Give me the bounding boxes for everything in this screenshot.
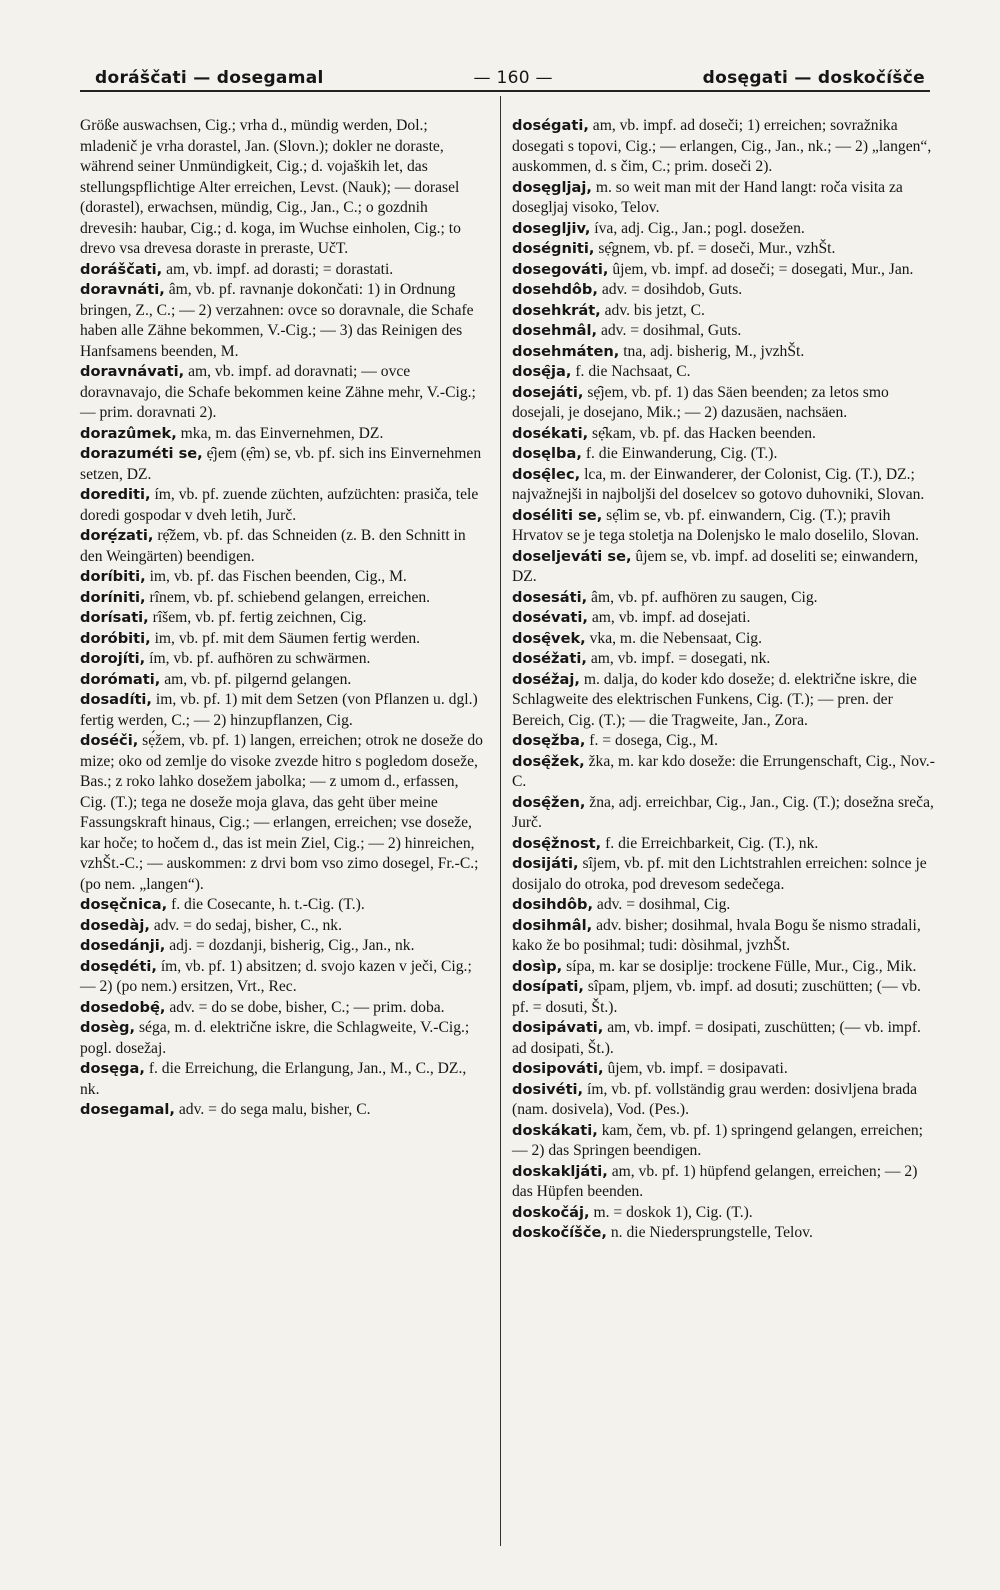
entry-headword: dosedobę̑, [80, 998, 166, 1016]
entry-definition: adv. = do sega malu, bisher, C. [178, 1101, 371, 1118]
entry-definition: lca, m. der Einwanderer, der Colonist, Cig. (T.), DZ.; najvažnejši in najboljši del doselcev so gotovo duhovniki, Slovan. [512, 465, 925, 503]
entry-headword: dosipávati, [512, 1019, 604, 1036]
entry-definition: adv. = do sedaj, bisher, C., nk. [153, 916, 343, 934]
entry-definition: f. die Erreichung, die Erlangung, Jan., M., C., DZ., nk. [80, 1060, 467, 1098]
entry-definition: im, vb. pf. mit dem Säumen fertig werden. [154, 629, 421, 647]
entry-definition: adv. bisher; dosihmal, hvala Bogu še nismo stradali, kako že bo posihmal; tudi: dòsihmal, jvzhŠt. [512, 916, 921, 954]
entry-definition: f. die Nachsaat, C. [575, 363, 691, 380]
entry-headword: dorojíti, [80, 650, 146, 667]
entry-headword: doséžaj, [512, 670, 580, 688]
left-column [80, 116, 488, 1121]
entry-definition: am, vb. pf. pilgernd gelangen. [164, 670, 352, 688]
entry-definition: m. = doskok 1), Cig. (T.). [593, 1203, 753, 1221]
dictionary-entry [512, 670, 937, 732]
dictionary-entry [512, 424, 937, 445]
entry-headword: dorediti, [80, 486, 151, 503]
dictionary-entry [512, 957, 937, 978]
entry-definition: n. die Niedersprungstelle, Telov. [610, 1224, 813, 1241]
dictionary-entry [80, 690, 488, 731]
entry-headword: dorómati, [80, 670, 161, 688]
entry-headword: doravnáti, [80, 281, 165, 298]
entry-headword: dosesáti, [512, 588, 588, 606]
entry-definition: tna, adj. bisherig, M., jvzhŠt. [623, 342, 805, 360]
entry-definition: žka, m. kar kdo doseže: die Errungenschaft, Cig., Nov.-C. [512, 752, 935, 790]
entry-definition: ẹ̑jem (ẹ̑m) se, vb. pf. sich ins Einvernehmen setzen, DZ. [80, 445, 482, 483]
entry-definition: sẹ̑gnem, vb. pf. = doseči, Mur., vzhŠt. [598, 240, 836, 257]
entry-headword: doróbiti, [80, 629, 151, 647]
entry-headword: doskakljáti, [512, 1162, 608, 1180]
entry-definition: ím, vb. pf. 1) absitzen; d. svojo kazen v ječi, Cig.; — 2) (po nem.) ersitzen, Vrt., Rec. [80, 957, 472, 995]
entry-definition: žna, adj. erreichbar, Cig., Jan., Cig. (T.); dosežna sreča, Jurč. [512, 793, 934, 831]
entry-headword: dorazuméti se, [80, 445, 203, 462]
entry-headword: dosihmâl, [512, 916, 593, 934]
dictionary-entry [512, 342, 937, 363]
entry-definition: f. = dosega, Cig., M. [589, 732, 719, 749]
dictionary-entry [512, 239, 937, 260]
dictionary-entry [80, 280, 488, 362]
entry-headword: dosehmáten, [512, 342, 620, 360]
dictionary-entry [80, 567, 488, 588]
page-number: — 160 — [473, 68, 553, 88]
entry-headword: dosę̑žen, [512, 793, 586, 811]
dictionary-entry [512, 444, 937, 465]
dictionary-entry [80, 116, 488, 260]
entry-definition: m. dalja, do koder kdo doseže; d. električne iskre, die Schlagweite des elektrischen Funkens, Cig. (T.); — pren. der Bereich, Cig. (T.); — die Tragweite, Jan., Zora. [512, 670, 917, 729]
dictionary-entry [512, 977, 937, 1018]
entry-headword: doséliti se, [512, 506, 603, 524]
entry-headword: dosę̑ja, [512, 363, 572, 380]
dictionary-entry [512, 116, 937, 178]
entry-definition: adv. = dosihdob, Guts. [601, 281, 743, 298]
entry-definition: sîpam, pljem, vb. impf. ad dosuti; zuschütten; (— vb. pf. = dosuti, Št.). [512, 978, 921, 1016]
dictionary-entry [80, 260, 488, 281]
dictionary-entry [80, 1059, 488, 1100]
entry-headword: dosipováti, [512, 1060, 604, 1077]
entry-definition: adv. = dosihmal, Cig. [596, 896, 731, 913]
entry-headword: dosegováti, [512, 260, 609, 278]
dictionary-entry [80, 588, 488, 609]
entry-headword: dorazûmek, [80, 424, 177, 442]
entry-headword: dosęlba, [512, 445, 582, 462]
entry-headword: dosę̑žek, [512, 752, 585, 770]
dictionary-entry [512, 649, 937, 670]
dictionary-entry [512, 280, 937, 301]
entry-definition: im, vb. pf. das Fischen beenden, Cig., M. [149, 568, 407, 585]
entry-definition: am, vb. impf. = dosegati, nk. [590, 650, 771, 667]
entry-headword: doskákati, [512, 1121, 598, 1139]
entry-definition: m. so weit man mit der Hand langt: roča visita za dosegljaj visoko, Telov. [512, 178, 903, 216]
entry-definition: am, vb. impf. ad doravnati; — ovce doravnavajo, die Schafe bekommen keine Zähne mehr, V.-Cig.; — prim. doravnati 2). [80, 363, 476, 421]
entry-definition: ím, vb. pf. zuende züchten, aufzüchten: prasiča, tele doredi gospodar v dveh letih, Jurč. [80, 486, 479, 524]
dictionary-entry [80, 485, 488, 526]
entry-definition: sípa, m. kar se dosiplje: trockene Fülle, Mur., Cig., Mik. [566, 957, 917, 975]
entry-headword: dosedánji, [80, 937, 166, 954]
dictionary-entry [80, 916, 488, 937]
entry-headword: dorẹ́zati, [80, 527, 154, 544]
entry-headword: doravnávati, [80, 363, 185, 380]
entry-definition: rẹ̑žem, vb. pf. das Schneiden (z. B. den Schnitt in den Weingärten) beendigen. [80, 527, 466, 565]
entry-definition: mka, m. das Einvernehmen, DZ. [180, 424, 384, 442]
dictionary-entry [80, 526, 488, 567]
dictionary-entry [512, 178, 937, 219]
entry-headword: dosegamal, [80, 1101, 175, 1118]
entry-headword: dosehmâl, [512, 322, 598, 339]
entry-headword: dosihdôb, [512, 896, 594, 913]
dictionary-entry [512, 506, 937, 547]
entry-definition: adv. bis jetzt, C. [604, 301, 705, 319]
entry-definition: sîjem, vb. pf. mit den Lichtstrahlen erreichen: solnce je dosijalo do otroka, pod drevesom sedečega. [512, 855, 927, 893]
dictionary-entry [512, 752, 937, 793]
dictionary-entry [512, 465, 937, 506]
entry-headword: dosékati, [512, 424, 589, 442]
page-header [95, 48, 925, 88]
entry-definition: am, vb. pf. 1) hüpfend gelangen, erreichen; — 2) das Hüpfen beenden. [512, 1162, 918, 1200]
entry-headword: dosìp, [512, 957, 563, 975]
entry-headword: doskočáj, [512, 1203, 590, 1221]
dictionary-entry [80, 424, 488, 445]
dictionary-entry [80, 629, 488, 650]
entry-definition: im, vb. pf. 1) mit dem Setzen (von Pflanzen u. dgl.) fertig werden, C.; — 2) hinzupflanzen, Cig. [80, 691, 478, 729]
dictionary-entry [80, 362, 488, 424]
dictionary-entry [80, 936, 488, 957]
entry-definition: adj. = dozdanji, bisherig, Cig., Jan., nk. [169, 937, 415, 954]
entry-headword: dosę̑žnost, [512, 834, 602, 852]
entry-headword: doríniti, [80, 588, 146, 606]
entry-headword: dosędéti, [80, 957, 157, 975]
entry-headword: dosijáti, [512, 855, 579, 872]
dictionary-entry [80, 670, 488, 691]
dictionary-entry [512, 608, 937, 629]
entry-headword: dosévati, [512, 609, 588, 626]
dictionary-entry [512, 916, 937, 957]
entry-headword: dosejáti, [512, 383, 584, 401]
entry-headword: doségati, [512, 117, 589, 134]
dictionary-entry [80, 444, 488, 485]
dictionary-entry [512, 321, 937, 342]
dictionary-entry [80, 608, 488, 629]
entry-headword: doségniti, [512, 240, 595, 257]
right-column [512, 116, 937, 1244]
dictionary-entry [512, 1121, 937, 1162]
entry-definition: ûjem se, vb. impf. ad doseliti se; einwandern, DZ. [512, 547, 919, 585]
entry-definition: ím, vb. pf. vollständig grau werden: dosivljena brada (nam. dosivela), Vod. (Pes.). [512, 1080, 918, 1118]
entry-headword: doríbiti, [80, 568, 146, 585]
entry-definition: rînem, vb. pf. schiebend gelangen, erreichen. [149, 588, 431, 606]
entry-headword: dosehkrát, [512, 301, 601, 319]
entry-definition: adv. = do se dobe, bisher, C.; — prim. doba. [169, 998, 445, 1016]
entry-definition: âm, vb. pf. aufhören zu saugen, Cig. [591, 588, 818, 606]
entry-headword: dosegljiv, [512, 219, 591, 237]
entry-headword: doséžati, [512, 650, 587, 667]
dictionary-entry [512, 629, 937, 650]
entry-definition: sẹ̑lim se, vb. pf. einwandern, Cig. (T.); pravih Hrvatov se je tega stoletja na Dolenjsko le malo doselilo, Slovan. [512, 506, 920, 544]
dictionary-entry [512, 731, 937, 752]
dictionary-entry [512, 219, 937, 240]
entry-headword: dosadíti, [80, 691, 152, 708]
header-rule [80, 90, 930, 92]
entry-definition: rîšem, vb. pf. fertig zeichnen, Cig. [152, 609, 367, 626]
entry-definition: f. die Erreichbarkeit, Cig. (T.), nk. [605, 834, 819, 852]
dictionary-entry [80, 895, 488, 916]
entry-definition: sẹ́žem, vb. pf. 1) langen, erreichen; otrok ne doseže do mize; oko od zemlje do visoke zvezde hitro s pogledom doseže, Bas.; z roko lahko dosežem jabolka; — z umom d., erfassen, Cig. (T.); tega ne doseže moja glava, das geht über meine Fassungskraft hinaus, Cig.; — erlangen, erreichen; vse doseže, kar hoče; to hočem d., das ist mein Ziel, Cig.; — 2) hinreichen, vzhŠt.-C.; — auskommen: z drvi bom vso zimo dosegel, Fr.-C.; (po nem. „langen“). [80, 732, 483, 893]
entry-definition: íva, adj. Cig., Jan.; pogl. dosežen. [594, 219, 805, 237]
entry-headword: doráščati, [80, 260, 163, 278]
entry-headword: doskočíšče, [512, 1224, 607, 1241]
header-left-guideword: doráščati — dosegamal [95, 68, 324, 88]
dictionary-entry [512, 301, 937, 322]
entry-definition: kam, čem, vb. pf. 1) springend gelangen, erreichen; — 2) das Springen beendigen. [512, 1121, 923, 1159]
entry-headword: dosę̑lec, [512, 465, 581, 483]
dictionary-entry [80, 1018, 488, 1059]
entry-headword: doséči, [80, 732, 139, 749]
entry-definition: ûjem, vb. impf. ad doseči; = dosegati, Mur., Jan. [612, 260, 914, 278]
entry-headword: dorísati, [80, 609, 149, 626]
entry-headword: dosèg, [80, 1019, 136, 1036]
entry-definition: séga, m. d. električne iskre, die Schlagweite, V.-Cig.; pogl. dosežaj. [80, 1019, 470, 1057]
dictionary-entry [512, 895, 937, 916]
dictionary-entry [512, 1080, 937, 1121]
dictionary-entry [512, 588, 937, 609]
dictionary-entry [512, 362, 937, 383]
entry-definition: sẹ̑kam, vb. pf. das Hacken beenden. [592, 424, 816, 442]
entry-definition: am, vb. impf. = dosipati, zuschütten; (— vb. impf. ad dosipati, Št.). [512, 1019, 921, 1057]
dictionary-entry [512, 1018, 937, 1059]
column-divider [500, 96, 501, 1546]
entry-headword: dosęžba, [512, 732, 586, 749]
dictionary-entry [80, 731, 488, 895]
entry-definition: am, vb. impf. ad dosejati. [591, 609, 751, 626]
entry-definition: f. die Einwanderung, Cig. (T.). [585, 445, 778, 462]
dictionary-entry [80, 957, 488, 998]
dictionary-entry [512, 547, 937, 588]
entry-headword: dosęgljaj, [512, 178, 592, 196]
entry-headword: dosęčnica, [80, 896, 168, 913]
dictionary-entry [512, 383, 937, 424]
entry-headword: doseljeváti se, [512, 547, 632, 565]
entry-definition: sẹ̑jem, vb. pf. 1) das Säen beenden; za letos smo dosejali, je dosejano, Mik.; — 2) dazusäen, nachsäen. [512, 383, 889, 421]
entry-headword: dosípati, [512, 978, 584, 995]
dictionary-entry [512, 1223, 937, 1244]
dictionary-entry [512, 854, 937, 895]
entry-definition: f. die Cosecante, h. t.-Cig. (T.). [171, 896, 365, 913]
entry-headword: dosedàj, [80, 916, 150, 934]
dictionary-entry [512, 260, 937, 281]
entry-definition: vka, m. die Nebensaat, Cig. [589, 629, 762, 647]
entry-definition: Größe auswachsen, Cig.; vrha d., mündig werden, Dol.; mladenič je vrha dorastel, Jan. (Slovn.); dokler ne doraste, während seiner Unmündigkeit, Cig.; d. vojaških let, das stellungspflichtige Alter erreichen, Levst. (Nauk); — dorasel (dorastel), erwachsen, mündig, Cig., Jan., C.; o gozdnih drevesih: haubar, Cig.; d. koga, im Wuchse einholen, Cig.; to drevo vsa drevesa doraste in preraste, UčT. [80, 117, 461, 257]
dictionary-entry [512, 1162, 937, 1203]
dictionary-entry [80, 998, 488, 1019]
header-right-guideword: dosęgati — doskočíšče [702, 68, 925, 88]
entry-headword: dosivéti, [512, 1080, 584, 1098]
dictionary-entry [80, 649, 488, 670]
entry-definition: âm, vb. pf. ravnanje dokončati: 1) in Ordnung bringen, Z., C.; — 2) verzahnen: ovce so doravnale, die Schafe haben alle Zähne bekommen, V.-Cig.; — 3) das Reinigen des Hanfsamens beenden, M. [80, 281, 474, 360]
entry-definition: am, vb. impf. ad dorasti; = dorastati. [166, 260, 394, 278]
dictionary-entry [512, 793, 937, 834]
dictionary-entry [512, 1059, 937, 1080]
entry-definition: am, vb. impf. ad doseči; 1) erreichen; sovražnika dosegati s topovi, Cig.; — erlangen, Cig., Jan., nk.; — 2) „langen“, auskommen, d. s čim, C.; prim. doseči 2). [512, 117, 932, 175]
dictionary-entry [80, 1100, 488, 1121]
entry-headword: dosę̑vek, [512, 629, 586, 647]
dictionary-entry [512, 834, 937, 855]
entry-definition: ûjem, vb. impf. = dosipavati. [607, 1060, 788, 1077]
dictionary-entry [512, 1203, 937, 1224]
entry-definition: ím, vb. pf. aufhören zu schwärmen. [149, 650, 371, 667]
entry-headword: dosęga, [80, 1060, 145, 1077]
entry-definition: adv. = dosihmal, Guts. [600, 322, 742, 339]
entry-headword: dosehdôb, [512, 281, 598, 298]
